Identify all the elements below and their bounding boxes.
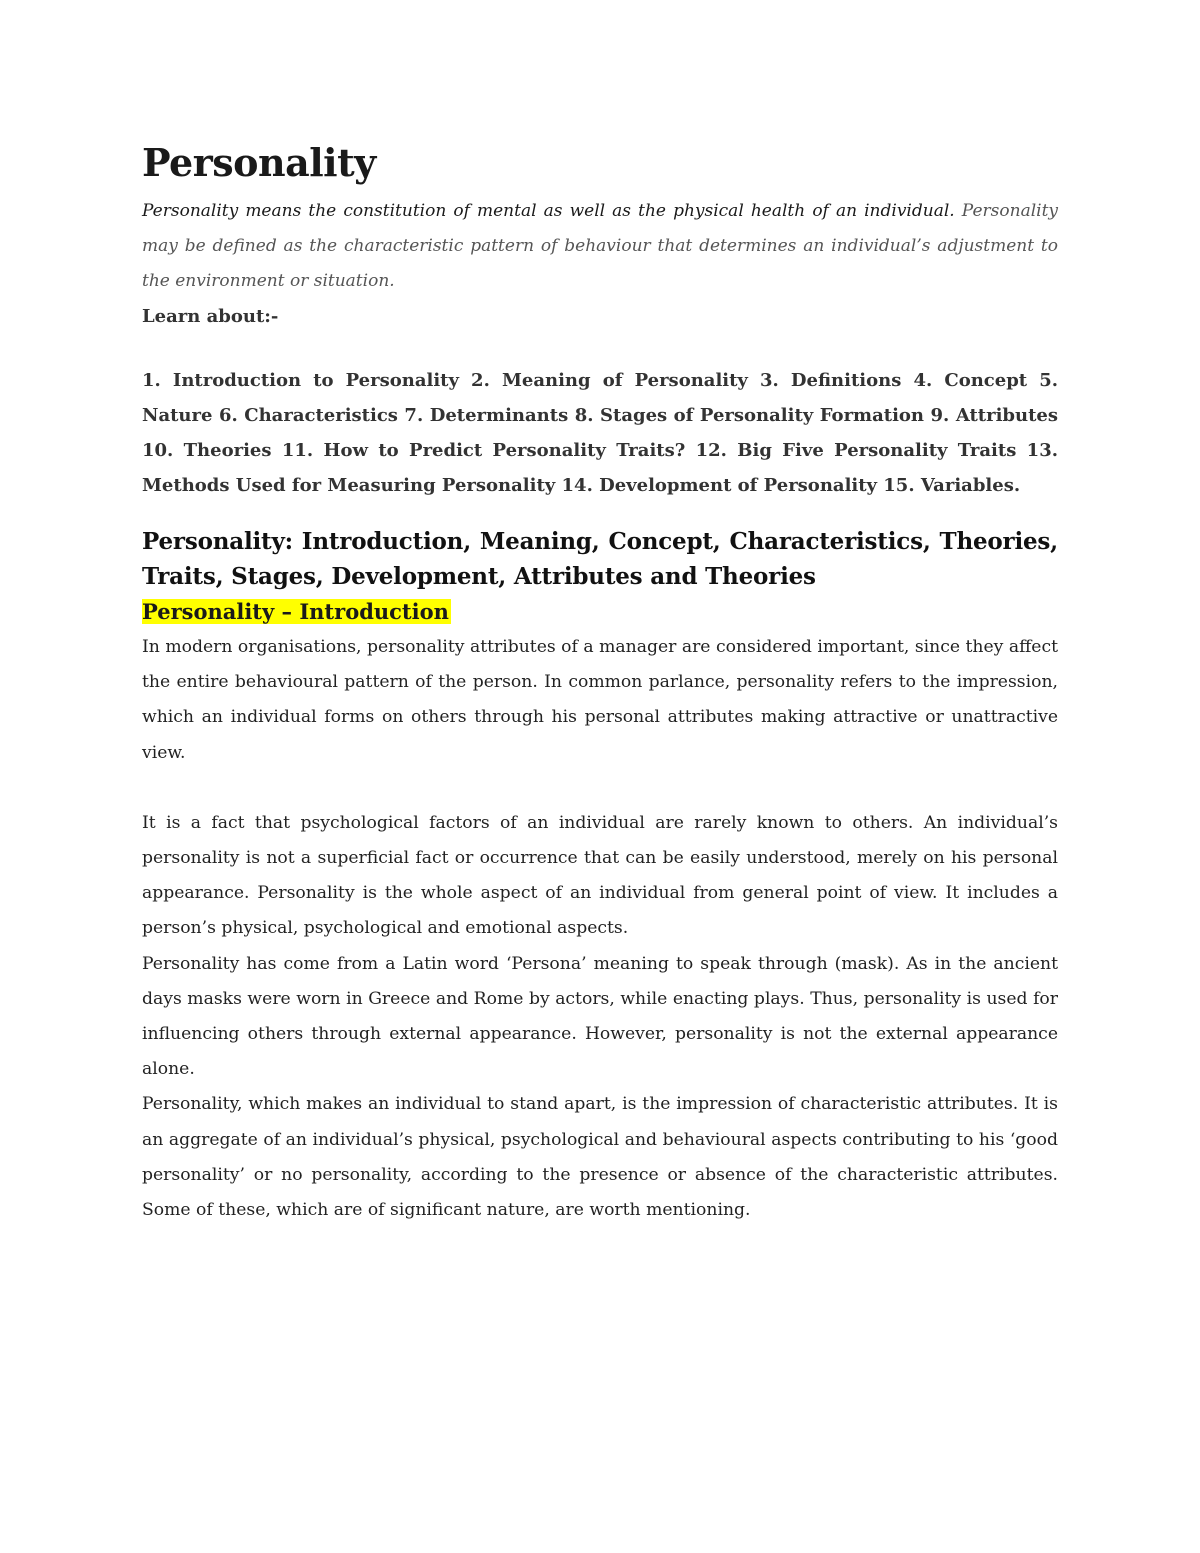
body-paragraph-2: It is a fact that psychological factors of an individual are rarely known to others. An individual’s personality is not a superficial fact or occurrence that can be easily understood, merely on his personal appearance. Personality is the whole aspect of an individual from general point of view. It includes a person’s physical, psychological and emotional aspects. [142, 812, 1058, 939]
section-heading [142, 594, 1058, 630]
main-heading: Personality: Introduction, Meaning, Concept, Characteristics, Theories, Traits, Stages, Development, Attributes and Theories [142, 528, 1058, 590]
intro-definition: Personality may be defined as the characteristic pattern of behaviour that determines an individual’s adjustment to the environment or situation. [142, 201, 1059, 291]
document-page [142, 138, 1058, 1228]
intro-paragraph [142, 194, 1058, 299]
body-paragraph-4: Personality, which makes an individual to stand apart, is the impression of characteristic attributes. It is an aggregate of an individual’s physical, psychological and behavioural aspects contributing to his ‘good personality’ or no personality, according to the presence or absence of the characteristic attributes. Some of these, which are of significant nature, are worth mentioning. [142, 1094, 1058, 1221]
paragraph-gap [142, 771, 1058, 806]
page-title: Personality [142, 140, 376, 185]
body-paragraph-3: Personality has come from a Latin word ‘Persona’ meaning to speak through (mask). As in the ancient days masks were worn in Greece and Rome by actors, while enacting plays. Thus, personality is used for influencing others through external appearance. However, personality is not the external appearance alone. [142, 953, 1058, 1080]
body-paragraph-1: In modern organisations, personality attributes of a manager are considered important, since they affect the entire behavioural pattern of the person. In common parlance, personality refers to the impression, which an individual forms on others through his personal attributes making attractive or unattractive view. [142, 637, 1058, 763]
highlighted-section-heading: Personality – Introduction [142, 599, 449, 624]
learn-about-label: Learn about:- [142, 306, 279, 327]
intro-lead: Personality means the constitution of mental as well as the physical health of an individual. [142, 201, 955, 221]
table-of-contents: 1. Introduction to Personality 2. Meaning of Personality 3. Definitions 4. Concept 5. Nature 6. Characteristics 7. Determinants 8. Stages of Personality Formation 9. Attributes 10. Theories 11. How to Predict Personality Traits? 12. Big Five Personality Traits 13. Methods Used for Measuring Personality 14. Development of Personality 15. Variables. [142, 370, 1058, 496]
